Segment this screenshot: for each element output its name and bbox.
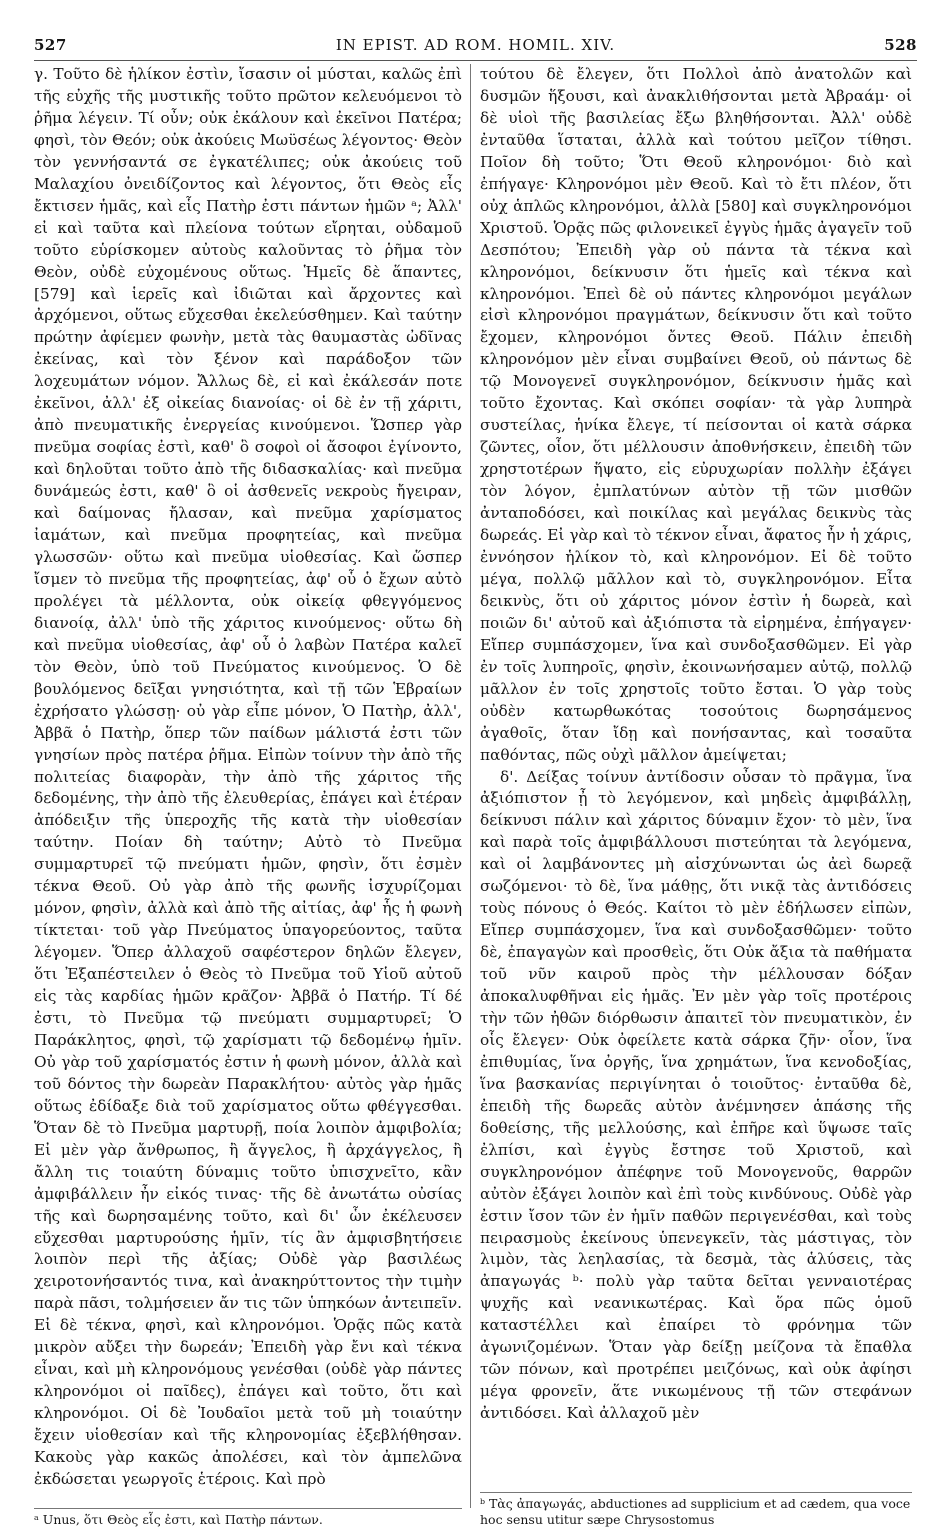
left-column <box>34 64 462 1491</box>
page-number-left: 527 <box>34 36 67 54</box>
right-paragraph-1: τούτου δὲ ἔλεγεν, ὅτι Πολλοὶ ἀπὸ ἀνατολῶν καὶ δυσμῶν ἥξουσι, καὶ ἀνακλιθήσονται μετὰ Ἀβραάμ· οἱ δὲ υἱοὶ τῆς βασιλείας ἔξω βληθήσονται. Ἀλλ' οὐδὲ ἐνταῦθα ἵσταται, ἀλλὰ καὶ τούτου μεῖζον τίθησι. Ποῖον δὴ τοῦτο; Ὅτι Θεοῦ κληρονόμοι· διὸ καὶ ἐπήγαγε· Κληρονόμοι μὲν Θεοῦ. Καὶ τὸ ἔτι πλέον, ὅτι οὐχ ἁπλῶς κληρονόμοι, ἀλλὰ [580] καὶ συγκληρονόμοι Χριστοῦ. Ὁρᾷς πῶς φιλονεικεῖ ἐγγὺς ἡμᾶς ἀγαγεῖν τοῦ Δεσπότου; Ἐπειδὴ γὰρ οὐ πάντα τὰ τέκνα καὶ κληρονόμοι, δείκνυσιν ὅτι ἡμεῖς καὶ τέκνα καὶ κληρονόμοι. Ἐπεὶ δὲ οὐ πάντες κληρονόμοι μεγάλων εἰσὶ κληρονόμοι πραγμάτων, δείκνυσιν ὅτι καὶ τοῦτο ἔχομεν, κληρονόμοι ὄντες Θεοῦ. Πάλιν ἐπειδὴ κληρονόμον μὲν εἶναι συμβαίνει Θεοῦ, οὐ πάντως δὲ τῷ Μονογενεῖ συγκληρονόμον, δείκνυσιν ἡμᾶς καὶ τοῦτο ἔχοντας. Καὶ σκόπει σοφίαν· τὰ γὰρ λυπηρὰ συστείλας, ἡνίκα ἔλεγε, τί πείσονται οἱ κατὰ σάρκα ζῶντες, οἷον, ὅτι μέλλουσιν ἀποθνήσκειν, ἐπειδὴ τῶν χρηστοτέρων ἥψατο, εἰς εὐρυχωρίαν πολλὴν ἐξάγει τὸν λόγον, ἐμπλατύνων αὐτὸν τῇ τῶν μισθῶν ἀνταποδόσει, καὶ ποικίλας καὶ μεγάλας δεικνὺς τὰς δωρεάς. Εἰ γὰρ καὶ τὸ τέκνον εἶναι, ἄφατος ἦν ἡ χάρις, ἐννόησον ἡλίκον τὸ, καὶ κληρονόμον. Εἰ δὲ τοῦτο μέγα, πολλῷ μᾶλλον καὶ τὸ, συγκληρονόμον. Εἶτα δεικνὺς, ὅτι οὐ χάριτος μόνον ἐστὶν ἡ δωρεὰ, καὶ ποιῶν δι' αὐτοῦ καὶ ἀξιόπιστα τὰ εἰρημένα, ἐπήγαγεν· Εἴπερ συμπάσχομεν, ἵνα καὶ συνδοξασθῶμεν. Εἰ γὰρ ἐν τοῖς λυπηροῖς, φησὶν, ἐκοινωνήσαμεν αὐτῷ, πολλῷ μᾶλλον ἐν τοῖς χρηστοῖς τοῦτο ἔσται. Ὁ γὰρ τοὺς οὐδὲν κατωρθωκότας τοσούτοις δωρησάμενος ἀγαθοῖς, ὅταν ἴδῃ καὶ πονήσαντας, καὶ τοσαῦτα παθόντας, πῶς οὐχὶ μᾶλλον ἀμείψεται; <box>480 65 912 764</box>
left-column-text: γ. Τοῦτο δὲ ἡλίκον ἐστὶν, ἴσασιν οἱ μύσται, καλῶς ἐπὶ τῆς εὐχῆς τῆς μυστικῆς τοῦτο πρῶτον κελευόμενοι τὸ ῥῆμα λέγειν. Τί οὖν; οὐκ ἐκάλουν καὶ ἐκεῖνοι Πατέρα; φησὶ, τὸν Θεόν; οὐκ ἀκούεις Μωϋσέως λέγοντος· Θεὸν τὸν γεννήσαντά σε ἐγκατέλιπες; οὐκ ἀκούεις τοῦ Μαλαχίου ὀνειδίζοντος καὶ λέγοντος, ὅτι Θεὸς εἷς ἔκτισεν ἡμᾶς, καὶ εἷς Πατὴρ ἐστι πάντων ἡμῶν ᵃ; Ἀλλ' εἰ καὶ ταῦτα καὶ πλείονα τούτων εἴρηται, οὐδαμοῦ τοῦτο εὑρίσκομεν αὐτοὺς καλοῦντας τὸ ῥῆμα τὸν Θεὸν, οὐδὲ εὐχομένους οὕτως. Ἡμεῖς δὲ ἅπαντες, [579] καὶ ἱερεῖς καὶ ἰδιῶται καὶ ἄρχοντες καὶ ἀρχόμενοι, οὕτως εὔχεσθαι ἐκελεύσθημεν. Καὶ ταύτην πρώτην ἀφίεμεν φωνὴν, μετὰ τὰς θαυμαστὰς ὠδῖνας ἐκείνας, καὶ τὸν ξένον καὶ παράδοξον τῶν λοχευμάτων νόμον. Ἄλλως δὲ, εἰ καὶ ἐκάλεσάν ποτε ἐκεῖνοι, ἀλλ' ἐξ οἰκείας διανοίας· οἱ δὲ ἐν τῇ χάριτι, ἀπὸ πνευματικῆς ἐνεργείας κινούμενοι. Ὥσπερ γὰρ πνεῦμα σοφίας ἐστὶ, καθ' ὃ σοφοὶ οἱ ἄσοφοι ἐγίνοντο, καὶ δηλοῦται τοῦτο ἀπὸ τῆς διδασκαλίας· καὶ πνεῦμα δυνάμεώς ἐστι, καθ' ὃ οἱ ἀσθενεῖς νεκροὺς ἤγειραν, καὶ δαίμονας ἤλασαν, καὶ πνεῦμα χαρίσματος ἰαμάτων, καὶ πνεῦμα προφητείας, καὶ πνεῦμα γλωσσῶν· οὕτω καὶ πνεῦμα υἱοθεσίας. Καὶ ὥσπερ ἴσμεν τὸ πνεῦμα τῆς προφητείας, ἀφ' οὗ ὁ ἔχων αὐτὸ προλέγει τὰ μέλλοντα, οὐκ οἰκείᾳ φθεγγόμενος διανοίᾳ, ἀλλ' ὑπὸ τῆς χάριτος κινούμενος· οὕτω δὴ καὶ πνεῦμα υἱοθεσίας, ἀφ' οὗ ὁ λαβὼν Πατέρα καλεῖ τὸν Θεὸν, ὑπὸ τοῦ Πνεύματος κινούμενος. Ὁ δὲ βουλόμενος δεῖξαι γνησιότητα, καὶ τῇ τῶν Ἑβραίων ἐχρήσατο γλώσσῃ· οὐ γὰρ εἶπε μόνον, Ὁ Πατὴρ, ἀλλ', Ἀββᾶ ὁ Πατὴρ, ὅπερ τῶν παίδων μάλιστά ἐστι τῶν γνησίων πρὸς πατέρα ῥῆμα. Εἰπὼν τοίνυν τὴν ἀπὸ τῆς πολιτείας διαφορὰν, τὴν ἀπὸ τῆς χάριτος τῆς δεδομένης, τὴν ἀπὸ τῆς ἐλευθερίας, ἐπάγει καὶ ἑτέραν ἀπόδειξιν τῆς ὑπεροχῆς τῆς κατὰ τὴν υἱοθεσίαν ταύτην. Ποίαν δὴ ταύτην; Αὐτὸ τὸ Πνεῦμα συμμαρτυρεῖ τῷ πνεύματι ἡμῶν, φησὶν, ὅτι ἐσμὲν τέκνα Θεοῦ. Οὐ γὰρ ἀπὸ τῆς φωνῆς ἰσχυρίζομαι μόνον, φησὶν, ἀλλὰ καὶ ἀπὸ τῆς αἰτίας, ἀφ' ἧς ἡ φωνὴ τίκτεται· τοῦ γὰρ Πνεύματος ὑπαγορεύοντος, ταῦτα λέγομεν. Ὅπερ ἀλλαχοῦ σαφέστερον δηλῶν ἔλεγεν, ὅτι Ἐξαπέστειλεν ὁ Θεὸς τὸ Πνεῦμα τοῦ Υἱοῦ αὐτοῦ εἰς τὰς καρδίας ἡμῶν κρᾶζον· Ἀββᾶ ὁ Πατήρ. Τί δέ ἐστι, τὸ Πνεῦμα τῷ πνεύματι συμμαρτυρεῖ; Ὁ Παράκλητος, φησὶ, τῷ χαρίσματι τῷ δεδομένῳ ἡμῖν. Οὐ γὰρ τοῦ χαρίσματός ἐστιν ἡ φωνὴ μόνον, ἀλλὰ καὶ τοῦ δόντος τὴν δωρεὰν Παρακλήτου· αὐτὸς γὰρ ἡμᾶς οὕτως ἐδίδαξε διὰ τοῦ χαρίσματος οὕτω φθέγγεσθαι. Ὅταν δὲ τὸ Πνεῦμα μαρτυρῇ, ποία λοιπὸν ἀμφιβολία; Εἰ μὲν γὰρ ἄνθρωπος, ἢ ἄγγελος, ἢ ἀρχάγγελος, ἢ ἄλλη τις τοιαύτη δύναμις τοῦτο ὑπισχνεῖτο, κἂν ἀμφιβάλλειν ἦν εἰκός τινας· τῆς δὲ ἀνωτάτω οὐσίας τῆς καὶ δωρησαμένης τοῦτο, καὶ δι' ὧν ἐκέλευσεν εὔχεσθαι μαρτυρούσης ἡμῖν, τίς ἂν ἀμφισβητήσειε λοιπὸν περὶ τῆς ἀξίας; Οὐδὲ γὰρ βασιλέως χειροτονήσαντός τινα, καὶ ἀνακηρύττοντος τὴν τιμὴν παρὰ πᾶσι, τολμήσειεν ἄν τις τῶν ὑπηκόων ἀντειπεῖν. Εἰ δὲ τέκνα, φησὶ, καὶ κληρονόμοι. Ὁρᾷς πῶς κατὰ μικρὸν αὔξει τὴν δωρεάν; Ἐπειδὴ γὰρ ἔνι καὶ τέκνα εἶναι, καὶ μὴ κληρονόμους γενέσθαι (οὐδὲ γὰρ πάντες κληρονόμοι οἱ παῖδες), ἐπάγει καὶ τοῦτο, ὅτι καὶ κληρονόμοι. Οἱ δὲ Ἰουδαῖοι μετὰ τοῦ μὴ τοιαύτην ἔχειν υἱοθεσίαν καὶ τῆς κληρονομίας ἐξεβλήθησαν. Κακοὺς γὰρ κακῶς ἀπολέσει, καὶ τὸν ἀμπελῶνα ἐκδώσεται γεωργοῖς ἑτέροις. Καὶ πρὸ <box>34 65 462 1488</box>
footnote-right: ᵇ Τὰς ἀπαγωγάς, abductiones ad supplicium et ad cædem, qua voce hoc sensu utitur sæpe Chrysostomus <box>480 1496 911 1527</box>
running-title: IN EPIST. AD ROM. HOMIL. XIV. <box>335 36 616 54</box>
page-header <box>34 36 917 60</box>
header-rule <box>34 60 917 61</box>
right-paragraph-2: δ'. Δείξας τοίνυν ἀντίδοσιν οὖσαν τὸ πρᾶγμα, ἵνα ἀξιόπιστον ᾖ τὸ λεγόμενον, καὶ μηδεὶς ἀμφιβάλλῃ, δείκνυσι πάλιν καὶ χάριτος δύναμιν ἔχον· τὸ μὲν, ἵνα καὶ παρὰ τοῖς ἀμφιβάλλουσι πιστεύηται τὰ λεγόμενα, καὶ οἱ λαμβάνοντες μὴ αἰσχύνωνται ὡς ἀεὶ δωρεᾷ σωζόμενοι· τὸ δὲ, ἵνα μάθῃς, ὅτι νικᾷ τὰς ἀντιδόσεις τοὺς πόνους ὁ Θεός. Καίτοι τὸ μὲν ἐδήλωσεν εἰπὼν, Εἴπερ συμπάσχομεν, ἵνα καὶ συνδοξασθῶμεν· τοῦτο δὲ, ἐπαγαγὼν καὶ προσθεὶς, ὅτι Οὐκ ἄξια τὰ παθήματα τοῦ νῦν καιροῦ πρὸς τὴν μέλλουσαν δόξαν ἀποκαλυφθῆναι εἰς ἡμᾶς. Ἐν μὲν γὰρ τοῖς προτέροις τὴν τῶν ἠθῶν διόρθωσιν ἀπαιτεῖ τὸν πνευματικὸν, ἐν οἷς ἔλεγεν· Οὐκ ὀφείλετε κατὰ σάρκα ζῆν· οἷον, ἵνα ἐπιθυμίας, ἵνα ὀργῆς, ἵνα χρημάτων, ἵνα κενοδοξίας, ἵνα βασκανίας περιγίνηται ὁ τοιοῦτος· ἐνταῦθα δὲ, ἐπειδὴ τῆς δωρεᾶς αὐτὸν ἀνέμνησεν ἁπάσης τῆς δοθείσης, τῆς μελλούσης, καὶ ἐπῆρε καὶ ὕψωσε ταῖς ἐλπίσι, καὶ ἐγγὺς ἔστησε τοῦ Χριστοῦ, καὶ συγκληρονόμον ἀπέφηνε τοῦ Μονογενοῦς, θαρρῶν αὐτὸν ἐξάγει λοιπὸν καὶ ἐπὶ τοὺς κινδύνους. Οὐδὲ γὰρ ἐστιν ἴσον τῶν ἐν ἡμῖν παθῶν περιγενέσθαι, καὶ τοὺς πειρασμοὺς ἐκείνους ὑπενεγκεῖν, τὰς μάστιγας, τὸν λιμὸν, τὰς λεηλασίας, τὰ δεσμὰ, τὰς ἁλύσεις, τὰς ἀπαγωγάς ᵇ· πολὺ γὰρ ταῦτα δεῖται γενναιοτέρας ψυχῆς καὶ νεανικωτέρας. Καὶ ὅρα πῶς ὁμοῦ καταστέλλει καὶ ἐπαίρει τὸ φρόνημα τῶν ἀγωνιζομένων. Ὅταν γὰρ δείξῃ μείζονα τὰ ἔπαθλα τῶν πόνων, καὶ προτρέπει μειζόνως, καὶ οὐκ ἀφίησι μέγα φρονεῖν, ἅτε νικωμένους τῇ τῶν στεφάνων ἀντιδόσει. Καὶ ἀλλαχοῦ μὲν <box>480 767 912 1423</box>
right-column <box>480 64 912 1425</box>
page-number-right: 528 <box>884 36 917 54</box>
footnote-rule-right <box>480 1492 912 1493</box>
footnote-rule-left <box>34 1508 462 1509</box>
column-divider <box>470 64 471 1508</box>
footnote-left: ᵃ Unus, ὅτι Θεὸς εἷς ἐστι, καὶ Πατὴρ πάντων. <box>34 1512 323 1527</box>
